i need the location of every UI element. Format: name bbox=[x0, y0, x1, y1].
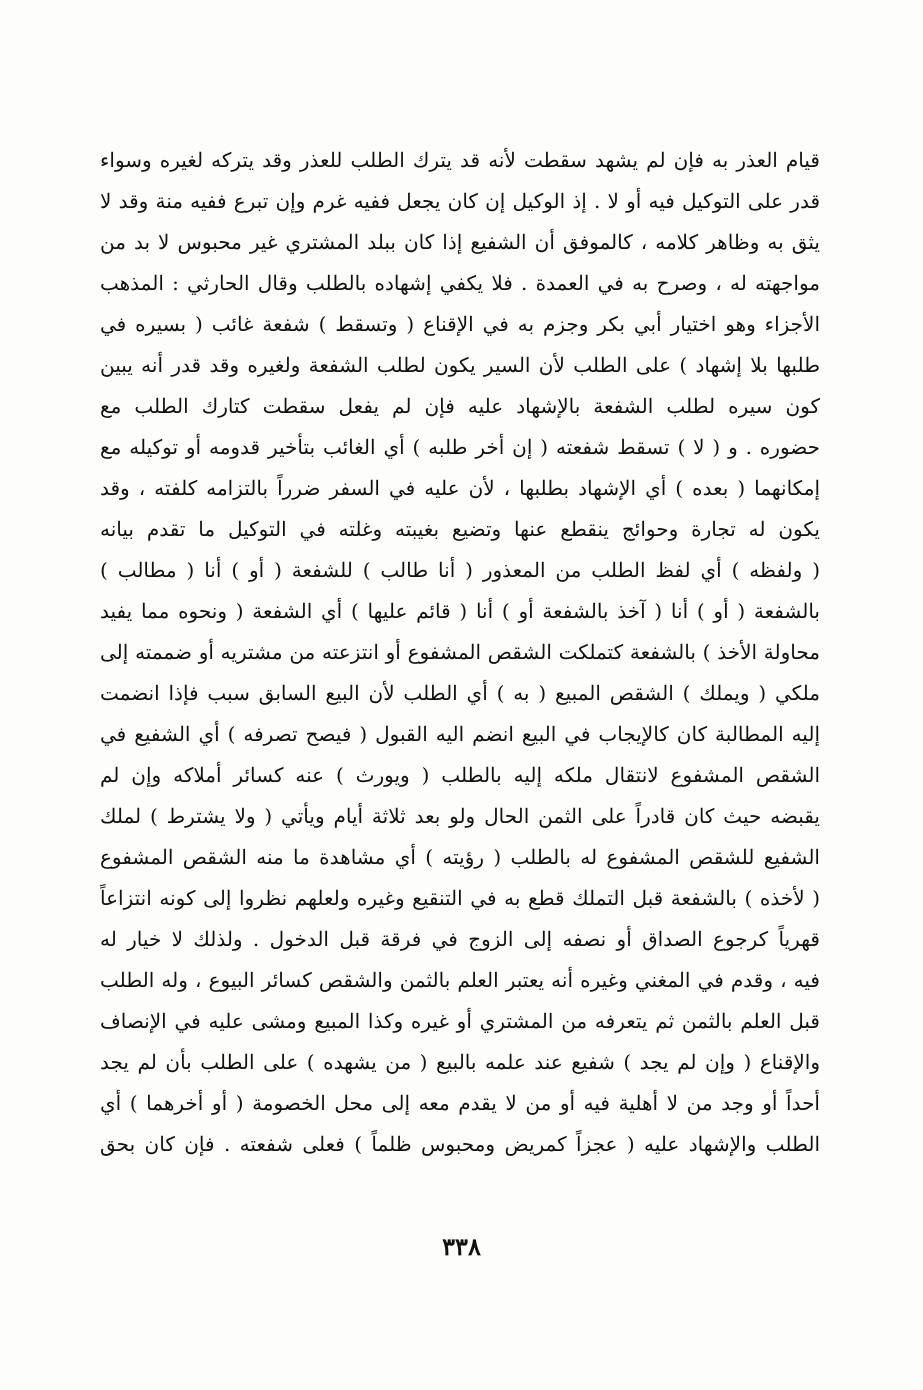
text-line-6: طلبها بلا إشهاد ) على الطلب لأن السير يكون لطلب الشفعة ولغيره وقد قدر أنه يبين bbox=[100, 353, 820, 377]
text-line-7: كون سيره لطلب الشفعة بالإشهاد عليه فإن لم يفعل سقطت كتارك الطلب مع bbox=[100, 394, 820, 418]
text-line-16: الشقص المشفوع لانتقال ملكه إليه بالطلب ( ويورث ) عنه كسائر أملاكه وإن لم bbox=[100, 763, 820, 787]
text-line-12: بالشفعة ( أو ) أنا ( آخذ بالشفعة أو ) أنا ( قائم عليها ) أي الشفعة ( ونحوه مما يفيد bbox=[100, 599, 820, 623]
text-line-22: قبل العلم بالثمن ثم يتعرفه من المشتري أو غيره وكذا المبيع ومشى عليه في الإنصاف bbox=[100, 1009, 820, 1033]
page-number: ٣٣٨ bbox=[442, 1232, 481, 1261]
text-line-4: مواجهته له ، وصرح به في العمدة . فلا يكفي إشهاده بالطلب وقال الحارثي : المذهب bbox=[100, 271, 820, 295]
text-line-10: يكون له تجارة وحوائج ينقطع عنها وتضيع بغيبته وغلته في التوكيل ما تقدم بيانه bbox=[100, 517, 820, 541]
text-line-18: الشفيع للشقص المشفوع له بالطلب ( رؤيته ) أي مشاهدة ما منه الشقص المشفوع bbox=[100, 845, 820, 869]
text-line-20: قهرياً كرجوع الصداق أو نصفه إلى الزوج في فرقة قبل الدخول . ولذلك لا خيار له bbox=[100, 927, 820, 951]
text-line-9: إمكانهما ( بعده ) أي الإشهاد بطلبها ، لأن عليه في السفر ضرراً بالتزامه كلفته ، وقد bbox=[100, 476, 820, 500]
body-text bbox=[100, 140, 820, 1165]
text-line-8: حضوره . و ( لا ) تسقط شفعته ( إن أخر طلبه ) أي الغائب بتأخير قدومه أو توكيله مع bbox=[100, 435, 820, 459]
text-line-14: ملكي ( ويملك ) الشقص المبيع ( به ) أي الطلب لأن البيع السابق سبب فإذا انضمت bbox=[100, 681, 820, 705]
text-line-13: محاولة الأخذ ) بالشفعة كتملكت الشقص المشفوع أو انتزعته من مشتريه أو ضممته إلى bbox=[100, 640, 820, 664]
text-line-17: يقبضه حيث كان قادراً على الثمن الحال ولو بعد ثلاثة أيام ويأتي ( ولا يشترط ) لملك bbox=[100, 804, 820, 828]
text-line-1: قيام العذر به فإن لم يشهد سقطت لأنه قد يترك الطلب للعذر وقد يتركه لغيره وسواء bbox=[100, 148, 820, 172]
text-line-19: ( لأخذه ) بالشفعة قبل التملك قطع به في التنقيع وغيره ولعلهم نظروا إلى كونه انتزاعاً bbox=[100, 886, 820, 910]
text-line-25: الطلب والإشهاد عليه ( عجزاً كمريض ومحبوس ظلماً ) فعلى شفعته . فإن كان بحق bbox=[100, 1132, 820, 1156]
text-line-23: والإقناع ( وإن لم يجد ) شفيع عند علمه بالبيع ( من يشهده ) على الطلب بأن لم يجد bbox=[100, 1050, 820, 1074]
text-line-2: قدر على التوكيل فيه أو لا . إذ الوكيل إن كان يجعل ففيه غرم وإن تبرع ففيه منة وقد لا bbox=[100, 189, 820, 213]
text-line-5: الأجزاء وهو اختيار أبي بكر وجزم به في الإقناع ( وتسقط ) شفعة غائب ( بسيره في bbox=[100, 312, 820, 336]
text-line-24: أحداً أو وجد من لا أهلية فيه أو من لا يقدم معه إلى محل الخصومة ( أو أخرهما ) أي bbox=[100, 1091, 820, 1115]
text-line-21: فيه ، وقدم في المغني وغيره أنه يعتبر العلم بالثمن والشقص كسائر البيوع ، وله الطلب bbox=[100, 968, 820, 992]
text-line-15: إليه المطالبة كان كالإيجاب في البيع انضم اليه القبول ( فيصح تصرفه ) أي الشفيع في bbox=[100, 722, 820, 746]
text-line-3: يثق به وظاهر كلامه ، كالموفق أن الشفيع إذا كان ببلد المشتري غير محبوس لا بد من bbox=[100, 230, 820, 254]
text-line-11: ( ولفظه ) أي لفظ الطلب من المعذور ( أنا طالب ) للشفعة ( أو ) أنا ( مطالب ) bbox=[100, 558, 820, 582]
